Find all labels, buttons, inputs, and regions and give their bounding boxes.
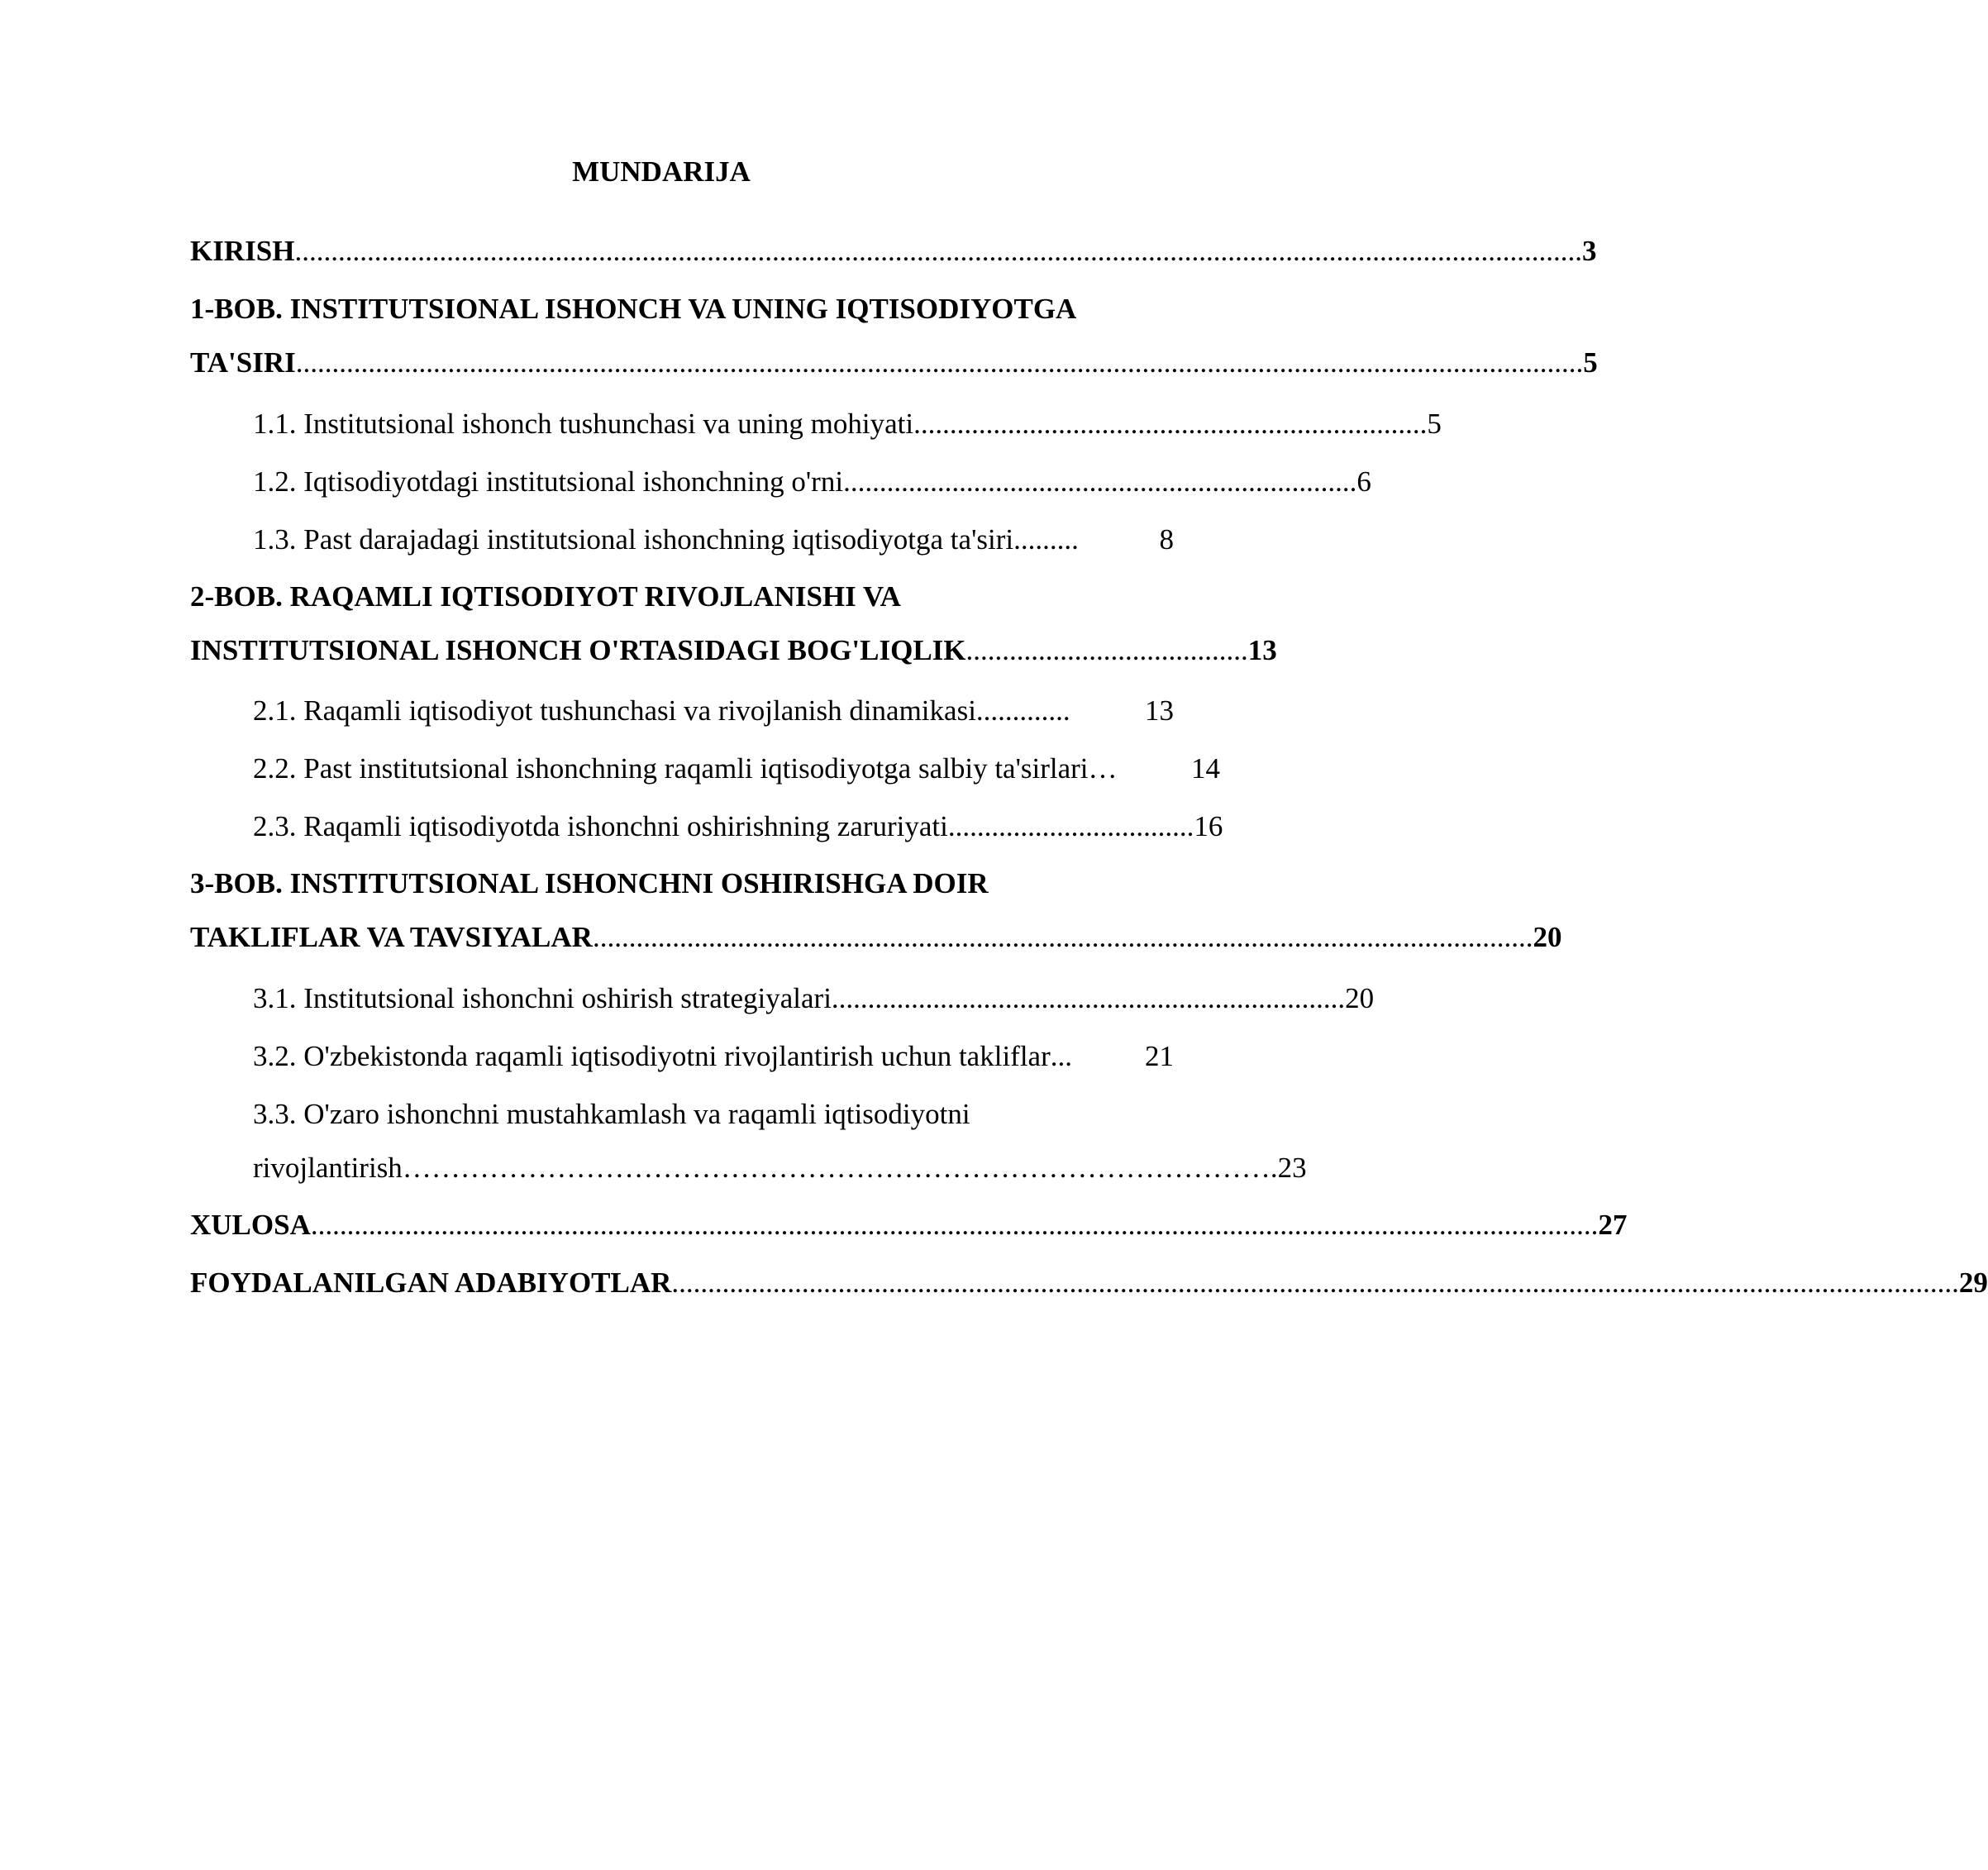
toc-page-number: 16	[1194, 810, 1223, 842]
toc-section-title: 3.3. O'zaro ishonchni mustahkamlash va raqamli iqtisodiyotni	[253, 1098, 970, 1130]
toc-entry-xulosa[interactable]	[190, 1207, 1628, 1243]
toc-leader-dots: ..................................................................................................................................................................................	[671, 1267, 1959, 1299]
toc-leader-dots: ..................................................................................................................................................................................	[294, 235, 1582, 267]
toc-section-3-2[interactable]	[253, 1038, 1174, 1075]
toc-leader-dots: ..................................	[947, 810, 1194, 842]
toc-page-number: 5	[1583, 346, 1598, 379]
toc-chapter-title: 3-BOB. INSTITUTSIONAL ISHONCHNI OSHIRISHGA DOIR	[190, 867, 989, 899]
toc-leader-dots: .......................................................................	[913, 408, 1428, 440]
toc-page-number: 27	[1598, 1209, 1628, 1241]
toc-section-title: 1.3. Past darajadagi institutsional ishonchning iqtisodiyotga ta'siri	[253, 523, 1014, 556]
toc-section-1-3[interactable]	[253, 522, 1174, 558]
toc-leader-dots: .......................................	[965, 634, 1248, 666]
toc-entry-title: XULOSA	[190, 1209, 311, 1241]
toc-page-number: 8	[1159, 523, 1174, 556]
toc-page-number: 6	[1356, 465, 1371, 498]
toc-leader-dots: .......................................................................	[831, 982, 1346, 1014]
toc-section-1-2[interactable]	[253, 464, 1371, 500]
toc-chapter-2[interactable]	[190, 632, 1277, 669]
toc-section-title: 3.2. O'zbekistonda raqamli iqtisodiyotni rivojlantirish uchun takliflar	[253, 1040, 1051, 1072]
toc-section-1-1[interactable]	[253, 406, 1442, 442]
toc-section-3-3[interactable]	[253, 1150, 1307, 1186]
toc-entry-bibliography[interactable]	[190, 1265, 1988, 1301]
toc-section-2-1[interactable]	[253, 693, 1174, 729]
toc-section-title: 1.2. Iqtisodiyotdagi institutsional ishonchning o'rni	[253, 465, 844, 498]
toc-page-number: 20	[1345, 982, 1375, 1014]
toc-page-number: 20	[1533, 921, 1562, 953]
toc-chapter-1-line1[interactable]	[190, 291, 1229, 327]
toc-leader-dots: .............	[975, 694, 1070, 727]
toc-section-title: 1.1. Institutsional ishonch tushunchasi va uning mohiyati	[253, 408, 914, 440]
toc-page-number: 13	[1145, 694, 1174, 727]
toc-chapter-title: 2-BOB. RAQAMLI IQTISODIYOT RIVOJLANISHI VA	[190, 580, 901, 613]
toc-page-number: 23	[1277, 1152, 1307, 1184]
toc-leader-dots: …	[1088, 752, 1118, 785]
toc-section-2-2[interactable]	[253, 751, 1220, 787]
toc-chapter-title-continued: TAKLIFLAR VA TAVSIYALAR	[190, 921, 593, 953]
toc-section-title-continued: rivojlantirish	[253, 1152, 403, 1184]
toc-entry-title: KIRISH	[190, 235, 295, 267]
toc-chapter-3[interactable]	[190, 919, 1562, 956]
toc-chapter-title-continued: TA'SIRI	[190, 346, 296, 379]
page-title: MUNDARIJA	[572, 155, 751, 188]
toc-chapter-title: 1-BOB. INSTITUTSIONAL ISHONCH VA UNING IQTISODIYOTGA	[190, 293, 1077, 325]
toc-leader-dots: ..................................................................................................................................................................................	[310, 1209, 1599, 1241]
toc-section-title: 2.1. Raqamli iqtisodiyot tushunchasi va rivojlanish dinamikasi	[253, 694, 976, 727]
toc-page-number: 21	[1145, 1040, 1174, 1072]
toc-leader-dots: ……………………………………………………………………………….	[402, 1152, 1278, 1184]
toc-page-number: 29	[1958, 1267, 1988, 1299]
toc-section-3-3-line1[interactable]	[253, 1096, 1174, 1133]
toc-page-number: 3	[1581, 235, 1597, 267]
toc-chapter-1[interactable]	[190, 345, 1598, 381]
toc-entry-kirish[interactable]	[190, 233, 1597, 270]
toc-section-2-3[interactable]	[253, 809, 1223, 845]
toc-page-number: 14	[1191, 752, 1220, 785]
toc-leader-dots: ..................................................................................................................................	[592, 921, 1533, 953]
toc-leader-dots: ...	[1050, 1040, 1072, 1072]
toc-page-number: 13	[1247, 634, 1277, 666]
toc-chapter-title-continued: INSTITUTSIONAL ISHONCH O'RTASIDAGI BOG'LIQLIK	[190, 634, 966, 666]
toc-leader-dots: .........	[1013, 523, 1079, 556]
toc-page-number: 5	[1427, 408, 1442, 440]
toc-section-title: 2.2. Past institutsional ishonchning raqamli iqtisodiyotga salbiy ta'sirlari	[253, 752, 1089, 785]
toc-leader-dots: ..................................................................................................................................................................................	[295, 346, 1584, 379]
toc-entry-title: FOYDALANILGAN ADABIYOTLAR	[190, 1267, 672, 1299]
toc-section-title: 2.3. Raqamli iqtisodiyotda ishonchni oshirishning zaruriyati	[253, 810, 948, 842]
toc-section-title: 3.1. Institutsional ishonchni oshirish strategiyalari	[253, 982, 832, 1014]
toc-section-3-1[interactable]	[253, 980, 1375, 1017]
toc-chapter-3-line1[interactable]	[190, 866, 1229, 902]
toc-chapter-2-line1[interactable]	[190, 579, 1229, 615]
toc-leader-dots: .......................................................................	[843, 465, 1357, 498]
